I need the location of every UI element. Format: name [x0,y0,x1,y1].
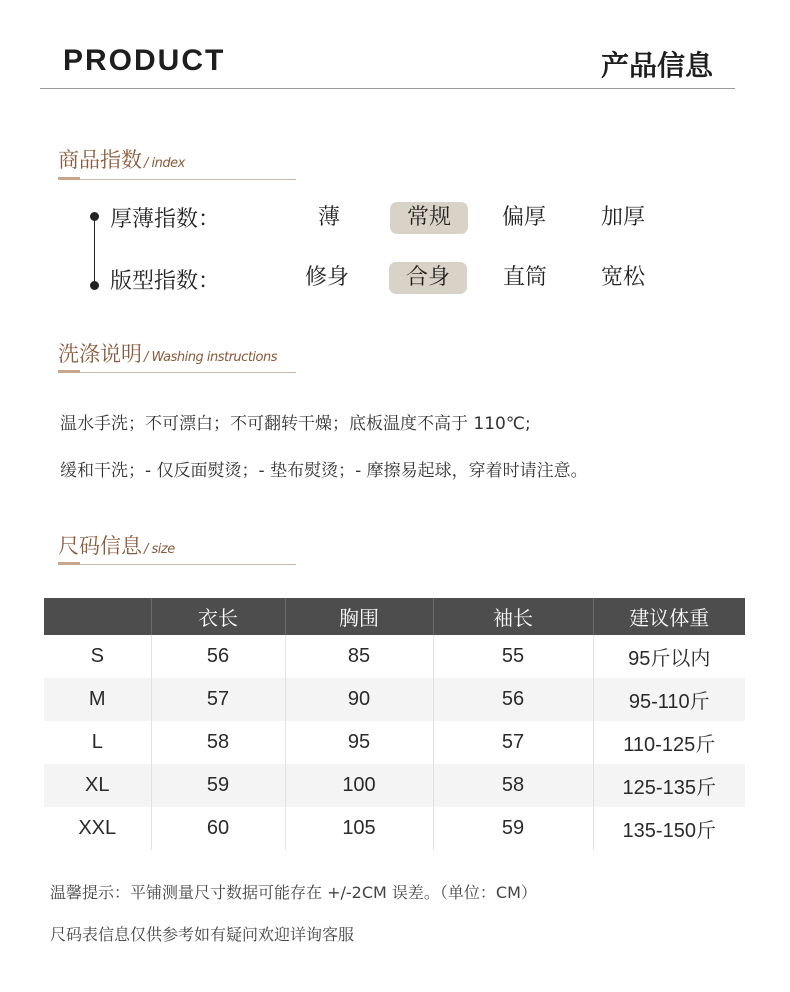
index-dot-1 [90,212,99,221]
index-title-text: 商品指数 [58,148,142,172]
wash-subtitle: / Washing instructions [144,350,277,365]
cell-weight: 95斤以内 [593,635,745,678]
cell-chest: 90 [285,678,433,721]
cell-weight: 125-135斤 [593,764,745,807]
cell-weight: 135-150斤 [593,807,745,850]
cell-sleeve: 58 [433,764,593,807]
cell-sleeve: 55 [433,635,593,678]
cell-chest: 85 [285,635,433,678]
fit-option-straight: 直筒 [502,265,547,290]
header-weight: 建议体重 [593,598,745,635]
cell-length: 58 [151,721,285,764]
fit-option-slim: 修身 [304,265,349,290]
header-sleeve: 袖长 [433,598,593,635]
index-section-underline [58,179,296,180]
fit-option-regular: 合身 [389,262,467,294]
size-table [44,598,745,850]
index-subtitle: / index [144,156,185,171]
table-row [44,635,745,678]
header-title-en: PRODUCT [63,44,226,77]
cell-size: XXL [78,817,117,839]
cell-chest: 105 [285,807,433,850]
cell-size: L [91,731,103,753]
header-title-cn: 产品信息 [600,49,713,82]
cell-length: 59 [151,764,285,807]
size-table-header [44,598,745,635]
index-dot-2 [90,281,99,290]
cell-chest: 100 [285,764,433,807]
fit-label: 版型指数： [110,269,221,294]
size-section-accent [58,562,80,565]
cell-weight: 95-110斤 [593,678,745,721]
wash-title-text: 洗涤说明 [58,342,142,366]
wash-section-title [58,338,277,368]
cell-length: 57 [151,678,285,721]
index-connector-line [94,216,95,285]
thickness-option-thick: 偏厚 [501,205,546,230]
thickness-option-thin: 薄 [317,205,340,230]
size-subtitle: / size [144,542,175,557]
size-section-underline [58,564,296,565]
cell-sleeve: 57 [433,721,593,764]
wash-line-1: 温水手洗；不可漂白；不可翻转干燥；底板温度不高于 110℃; [60,414,531,434]
index-section-title [58,144,185,174]
reference-note: 尺码表信息仅供参考如有疑问欢迎详询客服 [50,925,355,944]
cell-length: 60 [151,807,285,850]
table-row [44,807,745,850]
wash-section-accent [58,370,80,373]
wash-line-2: 缓和干洗；- 仅反面熨烫；- 垫布熨烫；- 摩擦易起球，穿着时请注意。 [60,461,588,481]
measurement-note: 温馨提示：平铺测量尺寸数据可能存在 +/-2CM 误差。（单位：CM） [50,883,537,902]
header-chest: 胸围 [285,598,433,635]
table-row [44,764,745,807]
size-section-title [58,530,175,560]
header-size [44,598,151,635]
thickness-option-regular: 常规 [390,202,468,234]
cell-size: M [44,678,151,721]
wash-section-underline [58,372,296,373]
table-row [44,678,745,721]
header-divider [40,88,735,89]
index-section-accent [58,177,80,180]
thickness-option-extra-thick: 加厚 [600,205,645,230]
cell-size: XL [44,764,151,807]
header-length: 衣长 [151,598,285,635]
fit-option-loose: 宽松 [600,265,645,290]
table-row [44,721,745,764]
cell-size: S [90,645,104,667]
size-title-text: 尺码信息 [58,534,142,558]
cell-length: 56 [151,635,285,678]
cell-sleeve: 59 [433,807,593,850]
cell-weight: 110-125斤 [593,721,745,764]
cell-chest: 95 [285,721,433,764]
cell-sleeve: 56 [433,678,593,721]
thickness-label: 厚薄指数： [110,207,221,232]
